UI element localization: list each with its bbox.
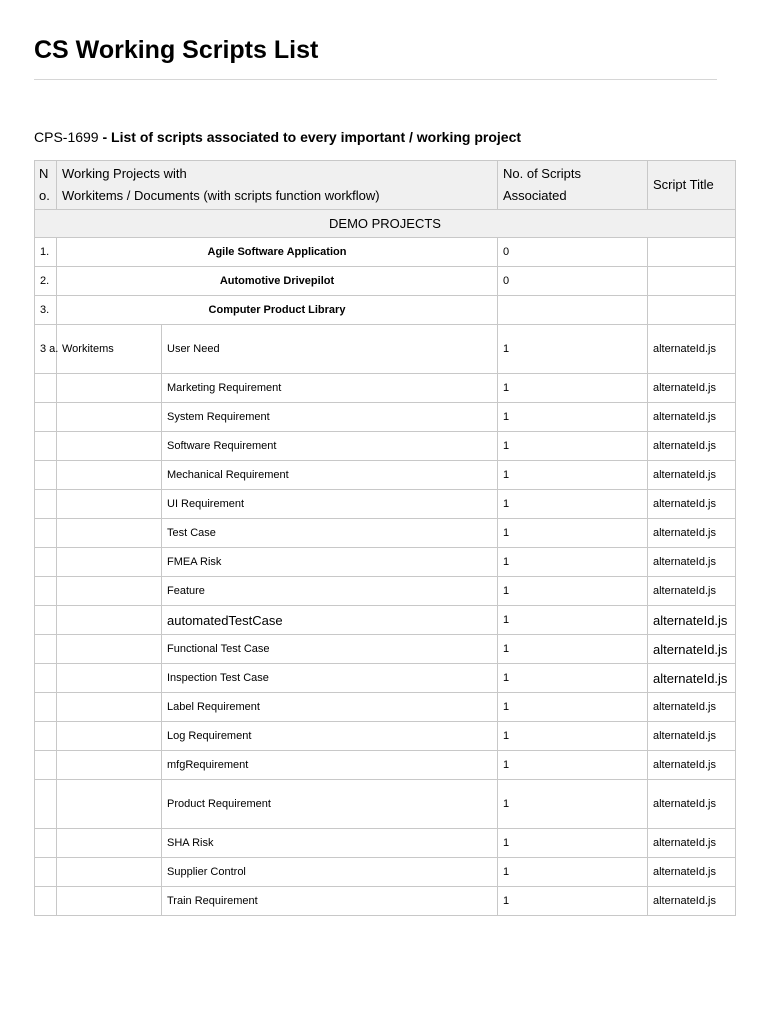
project-row: [35, 296, 736, 325]
row-number: [35, 780, 57, 829]
script-title: alternateId.js: [648, 577, 736, 606]
script-title: alternateId.js: [648, 693, 736, 722]
workitem-row: [35, 887, 736, 916]
script-title: alternateId.js: [648, 780, 736, 829]
workitem-name: Train Requirement: [162, 887, 498, 916]
script-title: alternateId.js: [648, 722, 736, 751]
workitem-row: [35, 664, 736, 693]
script-title: alternateId.js: [648, 635, 736, 664]
workitem-name: Supplier Control: [162, 858, 498, 887]
project-name: Automotive Drivepilot: [57, 267, 498, 296]
scripts-count: 1: [498, 635, 648, 664]
workitem-row: [35, 325, 736, 374]
workitem-name: User Need: [162, 325, 498, 374]
workitem-name: mfgRequirement: [162, 751, 498, 780]
row-number: [35, 519, 57, 548]
group-cell: [57, 519, 162, 548]
header-script-title: Script Title: [648, 161, 736, 210]
section-subtitle: [34, 129, 521, 145]
workitem-name: SHA Risk: [162, 829, 498, 858]
row-number: [35, 829, 57, 858]
scripts-count: 1: [498, 780, 648, 829]
section-title: DEMO PROJECTS: [35, 210, 736, 238]
workitem-name: UI Requirement: [162, 490, 498, 519]
row-number: [35, 722, 57, 751]
workitem-row: [35, 858, 736, 887]
scripts-count: 1: [498, 722, 648, 751]
row-number: 3.: [35, 296, 57, 325]
row-number: [35, 403, 57, 432]
script-title: alternateId.js: [648, 403, 736, 432]
scripts-table: [34, 160, 736, 916]
scripts-count: [498, 296, 648, 325]
workitem-name: FMEA Risk: [162, 548, 498, 577]
workitem-name: Test Case: [162, 519, 498, 548]
workitem-name: Log Requirement: [162, 722, 498, 751]
project-row: [35, 267, 736, 296]
workitem-name: Feature: [162, 577, 498, 606]
group-cell: [57, 858, 162, 887]
header-scripts-count: No. of Scripts Associated: [498, 161, 648, 210]
project-row: [35, 238, 736, 267]
script-title: alternateId.js: [648, 490, 736, 519]
header-projects-line1: Working Projects with: [62, 166, 187, 181]
workitem-name: Mechanical Requirement: [162, 461, 498, 490]
script-title: alternateId.js: [648, 548, 736, 577]
scripts-count: 1: [498, 887, 648, 916]
workitem-row: [35, 548, 736, 577]
workitem-row: [35, 829, 736, 858]
group-cell: [57, 490, 162, 519]
row-number: [35, 490, 57, 519]
group-cell: [57, 548, 162, 577]
script-title: alternateId.js: [648, 829, 736, 858]
workitem-name: Functional Test Case: [162, 635, 498, 664]
scripts-count: 1: [498, 374, 648, 403]
title-divider: [34, 79, 717, 80]
workitem-row: [35, 577, 736, 606]
scripts-count: 1: [498, 693, 648, 722]
scripts-count: 1: [498, 751, 648, 780]
issue-key[interactable]: CPS-1699: [34, 129, 99, 145]
workitem-row: [35, 432, 736, 461]
script-title: alternateId.js: [648, 887, 736, 916]
scripts-count: 1: [498, 490, 648, 519]
scripts-count: 1: [498, 548, 648, 577]
row-number: 3 a.: [35, 325, 57, 374]
script-title: alternateId.js: [648, 751, 736, 780]
workitem-row: [35, 780, 736, 829]
row-number: [35, 751, 57, 780]
row-number: [35, 664, 57, 693]
script-title: alternateId.js: [648, 432, 736, 461]
group-cell: [57, 887, 162, 916]
scripts-count: 1: [498, 461, 648, 490]
table-header-row: [35, 161, 736, 210]
script-title: alternateId.js: [648, 858, 736, 887]
scripts-count: 1: [498, 829, 648, 858]
group-cell: [57, 722, 162, 751]
scripts-count: 1: [498, 858, 648, 887]
workitem-row: [35, 461, 736, 490]
project-name: Computer Product Library: [57, 296, 498, 325]
row-number: [35, 606, 57, 635]
script-title: alternateId.js: [648, 461, 736, 490]
script-title: alternateId.js: [648, 664, 736, 693]
workitem-row: [35, 519, 736, 548]
group-cell: [57, 606, 162, 635]
workitem-name: Label Requirement: [162, 693, 498, 722]
workitem-row: [35, 722, 736, 751]
row-number: [35, 374, 57, 403]
workitem-name: Inspection Test Case: [162, 664, 498, 693]
page-title: CS Working Scripts List: [34, 36, 319, 64]
workitems-group-label: Workitems: [57, 325, 162, 374]
subtitle-text: - List of scripts associated to every important / working project: [98, 129, 522, 145]
group-cell: [57, 829, 162, 858]
group-cell: [57, 693, 162, 722]
workitem-row: [35, 693, 736, 722]
script-title: alternateId.js: [648, 519, 736, 548]
row-number: [35, 887, 57, 916]
row-number: [35, 858, 57, 887]
group-cell: [57, 461, 162, 490]
section-row: [35, 210, 736, 238]
row-number: 1.: [35, 238, 57, 267]
group-cell: [57, 403, 162, 432]
row-number: [35, 635, 57, 664]
workitem-name: automatedTestCase: [162, 606, 498, 635]
row-number: [35, 693, 57, 722]
header-projects: [57, 161, 498, 210]
workitem-row: [35, 635, 736, 664]
workitem-row: [35, 606, 736, 635]
row-number: 2.: [35, 267, 57, 296]
project-name: Agile Software Application: [57, 238, 498, 267]
scripts-count: 1: [498, 432, 648, 461]
scripts-count: 0: [498, 238, 648, 267]
row-number: [35, 548, 57, 577]
scripts-count: 1: [498, 325, 648, 374]
workitem-row: [35, 751, 736, 780]
row-number: [35, 432, 57, 461]
header-no: N o.: [35, 161, 57, 210]
group-cell: [57, 664, 162, 693]
workitem-row: [35, 403, 736, 432]
script-title: [648, 267, 736, 296]
script-title: alternateId.js: [648, 606, 736, 635]
workitem-name: System Requirement: [162, 403, 498, 432]
script-title: alternateId.js: [648, 374, 736, 403]
workitem-name: Software Requirement: [162, 432, 498, 461]
scripts-count: 1: [498, 606, 648, 635]
scripts-count: 0: [498, 267, 648, 296]
workitem-name: Marketing Requirement: [162, 374, 498, 403]
scripts-count: 1: [498, 403, 648, 432]
workitem-row: [35, 374, 736, 403]
header-projects-line2: Workitems / Documents (with scripts function workflow): [62, 188, 380, 203]
scripts-count: 1: [498, 664, 648, 693]
row-number: [35, 577, 57, 606]
group-cell: [57, 577, 162, 606]
row-number: [35, 461, 57, 490]
workitem-name: Product Requirement: [162, 780, 498, 829]
group-cell: [57, 374, 162, 403]
scripts-count: 1: [498, 519, 648, 548]
group-cell: [57, 780, 162, 829]
group-cell: [57, 432, 162, 461]
scripts-count: 1: [498, 577, 648, 606]
workitem-row: [35, 490, 736, 519]
group-cell: [57, 751, 162, 780]
script-title: [648, 296, 736, 325]
group-cell: [57, 635, 162, 664]
script-title: [648, 238, 736, 267]
script-title: alternateId.js: [648, 325, 736, 374]
